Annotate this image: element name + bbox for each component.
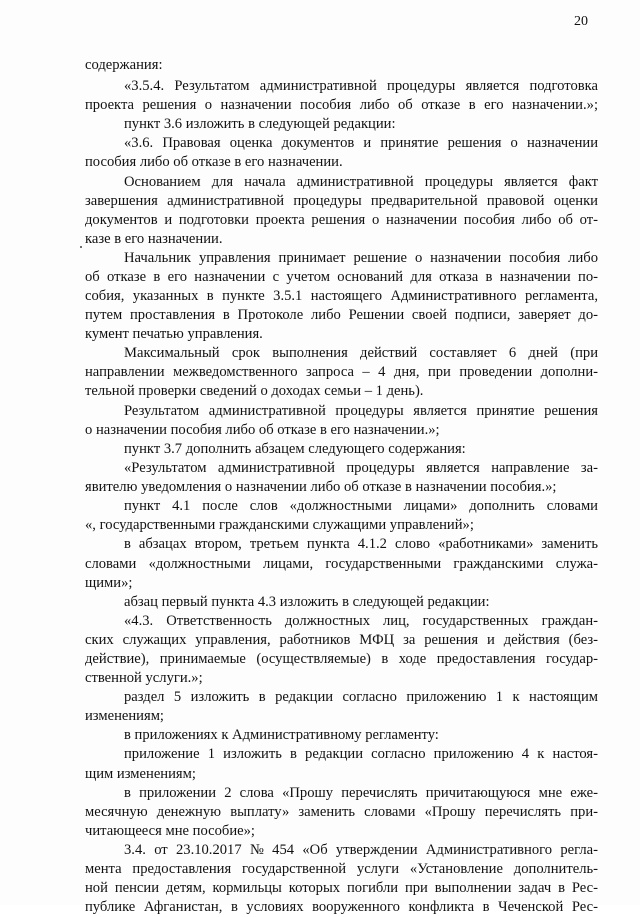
text-line-content: «3.5.4. Результатом административной процедуры является подготовка xyxy=(124,78,598,94)
text-line xyxy=(0,612,640,631)
text-line xyxy=(0,306,640,325)
text-line-content: явителю уведомления о назначении либо об отказе в назначении пособия.»; xyxy=(85,479,557,495)
text-line-content: словами «должностными лицами, государственными гражданскими служа- xyxy=(85,556,598,572)
text-line-content: проекта решения о назначении пособия либо об отказе в его назначении.»; xyxy=(85,97,598,113)
text-line-content: путем проставления в Протоколе либо Решении своей подписи, заверяет до- xyxy=(85,307,598,323)
text-line xyxy=(0,574,640,593)
text-line xyxy=(0,745,640,764)
text-line-content: пункт 4.1 после слов «должностными лицами» дополнить словами xyxy=(124,498,598,514)
text-line xyxy=(0,688,640,707)
text-line xyxy=(0,669,640,688)
text-line xyxy=(0,440,640,459)
text-line xyxy=(0,56,640,75)
text-line xyxy=(0,134,640,153)
text-line-content: приложение 1 изложить в редакции согласно приложению 4 к настоя- xyxy=(124,746,598,762)
text-line xyxy=(0,287,640,306)
text-line-content: «4.3. Ответственность должностных лиц, государственных граждан- xyxy=(124,613,598,629)
page-number: 20 xyxy=(574,14,588,29)
text-line-content: щими»; xyxy=(85,575,133,591)
text-line-content: мента предоставления государственной услуги «Установление дополнитель- xyxy=(85,861,598,877)
text-line xyxy=(0,822,640,841)
text-line xyxy=(0,230,640,249)
text-line-content: месячную денежную выплату» заменить словами «Прошу перечислять при- xyxy=(85,804,598,820)
text-line xyxy=(0,192,640,211)
text-line xyxy=(0,344,640,363)
text-line-content: ной пенсии детям, кормильцы которых погибли при выполнении задач в Рес- xyxy=(85,880,598,896)
text-line xyxy=(0,516,640,535)
text-line-content: «, государственными гражданскими служащими управлений»; xyxy=(85,517,474,533)
text-line-content: о назначении пособия либо об отказе в его назначении.»; xyxy=(85,422,440,438)
text-line xyxy=(0,841,640,860)
text-line-content: тельной проверки сведений о доходах семьи – 1 день). xyxy=(85,383,424,399)
text-line xyxy=(0,478,640,497)
text-line xyxy=(0,784,640,803)
text-line-content: собия, указанных в пункте 3.5.1 настоящего Административного регламента, xyxy=(85,288,598,304)
text-line xyxy=(0,211,640,230)
text-line-content: содержания: xyxy=(85,57,163,73)
text-line xyxy=(0,249,640,268)
text-line xyxy=(0,593,640,612)
text-line xyxy=(0,268,640,287)
text-line xyxy=(0,765,640,784)
text-line xyxy=(0,96,640,115)
text-line-content: 3.4. от 23.10.2017 № 454 «Об утверждении Административного регла- xyxy=(124,842,598,858)
text-line xyxy=(0,898,640,917)
text-line-content: документов и подготовки проекта решения о назначении пособия либо об от- xyxy=(85,212,598,228)
text-line-content: ственной услуги.»; xyxy=(85,670,203,686)
text-line-content: кумент печатью управления. xyxy=(85,326,263,342)
text-line-content: Основанием для начала административной процедуры является факт xyxy=(124,174,598,190)
text-line-content: «Результатом административной процедуры является направление за- xyxy=(124,460,598,476)
text-line-content: пункт 3.7 дополнить абзацем следующего содержания: xyxy=(124,441,466,457)
text-line-content: раздел 5 изложить в редакции согласно приложению 1 к настоящим xyxy=(124,689,598,705)
text-line-content: казе в его назначении. xyxy=(85,231,223,247)
text-line xyxy=(0,173,640,192)
text-line-content: в приложении 2 слова «Прошу перечислять причитающуюся мне еже- xyxy=(124,785,598,801)
text-line xyxy=(0,497,640,516)
text-line xyxy=(0,115,640,134)
text-line xyxy=(0,363,640,382)
text-line-content: пункт 3.6 изложить в следующей редакции: xyxy=(124,116,396,132)
text-line xyxy=(0,402,640,421)
text-line xyxy=(0,879,640,898)
text-line-content: завершения административной процедуры предварительной правовой оценки xyxy=(85,193,598,209)
text-line xyxy=(0,535,640,554)
text-line-content: направлении межведомственного запроса – 4 дня, при проведении дополни- xyxy=(85,364,598,380)
text-line xyxy=(0,555,640,574)
text-line-content: щим изменениям; xyxy=(85,766,196,782)
text-line xyxy=(0,803,640,822)
text-line xyxy=(0,459,640,478)
text-line-content: ских служащих управления, работников МФЦ за решения и действия (без- xyxy=(85,632,598,648)
text-line xyxy=(0,325,640,344)
text-line xyxy=(0,382,640,401)
text-line-content: в приложениях к Административному регламенту: xyxy=(124,727,439,743)
text-line-content: читающееся мне пособие»; xyxy=(85,823,255,839)
text-line xyxy=(0,421,640,440)
text-line xyxy=(0,707,640,726)
text-line-content: абзац первый пункта 4.3 изложить в следующей редакции: xyxy=(124,594,490,610)
text-line xyxy=(0,650,640,669)
text-line-content: пособия либо об отказе в его назначении. xyxy=(85,154,343,170)
text-line-content: Начальник управления принимает решение о назначении пособия либо xyxy=(124,250,598,266)
text-line xyxy=(0,153,640,172)
text-line xyxy=(0,726,640,745)
text-line-content: изменениям; xyxy=(85,708,164,724)
text-line-content: Результатом административной процедуры является принятие решения xyxy=(124,403,598,419)
text-line xyxy=(0,631,640,650)
text-line-content: об отказе в его назначении с учетом оснований для отказа в назначении по- xyxy=(85,269,598,285)
text-line-content: действие), принимаемые (осуществляемые) в ходе предоставления государ- xyxy=(85,651,598,667)
text-line xyxy=(0,860,640,879)
text-line-content: Максимальный срок выполнения действий составляет 6 дней (при xyxy=(124,345,598,361)
text-line xyxy=(0,77,640,96)
text-line-content: в абзацах втором, третьем пункта 4.1.2 слово «работниками» заменить xyxy=(124,536,598,552)
text-line-content: «3.6. Правовая оценка документов и принятие решения о назначении xyxy=(124,135,598,151)
text-line-content: публике Афганистан, в условиях вооруженного конфликта в Чеченской Рес- xyxy=(85,899,598,915)
